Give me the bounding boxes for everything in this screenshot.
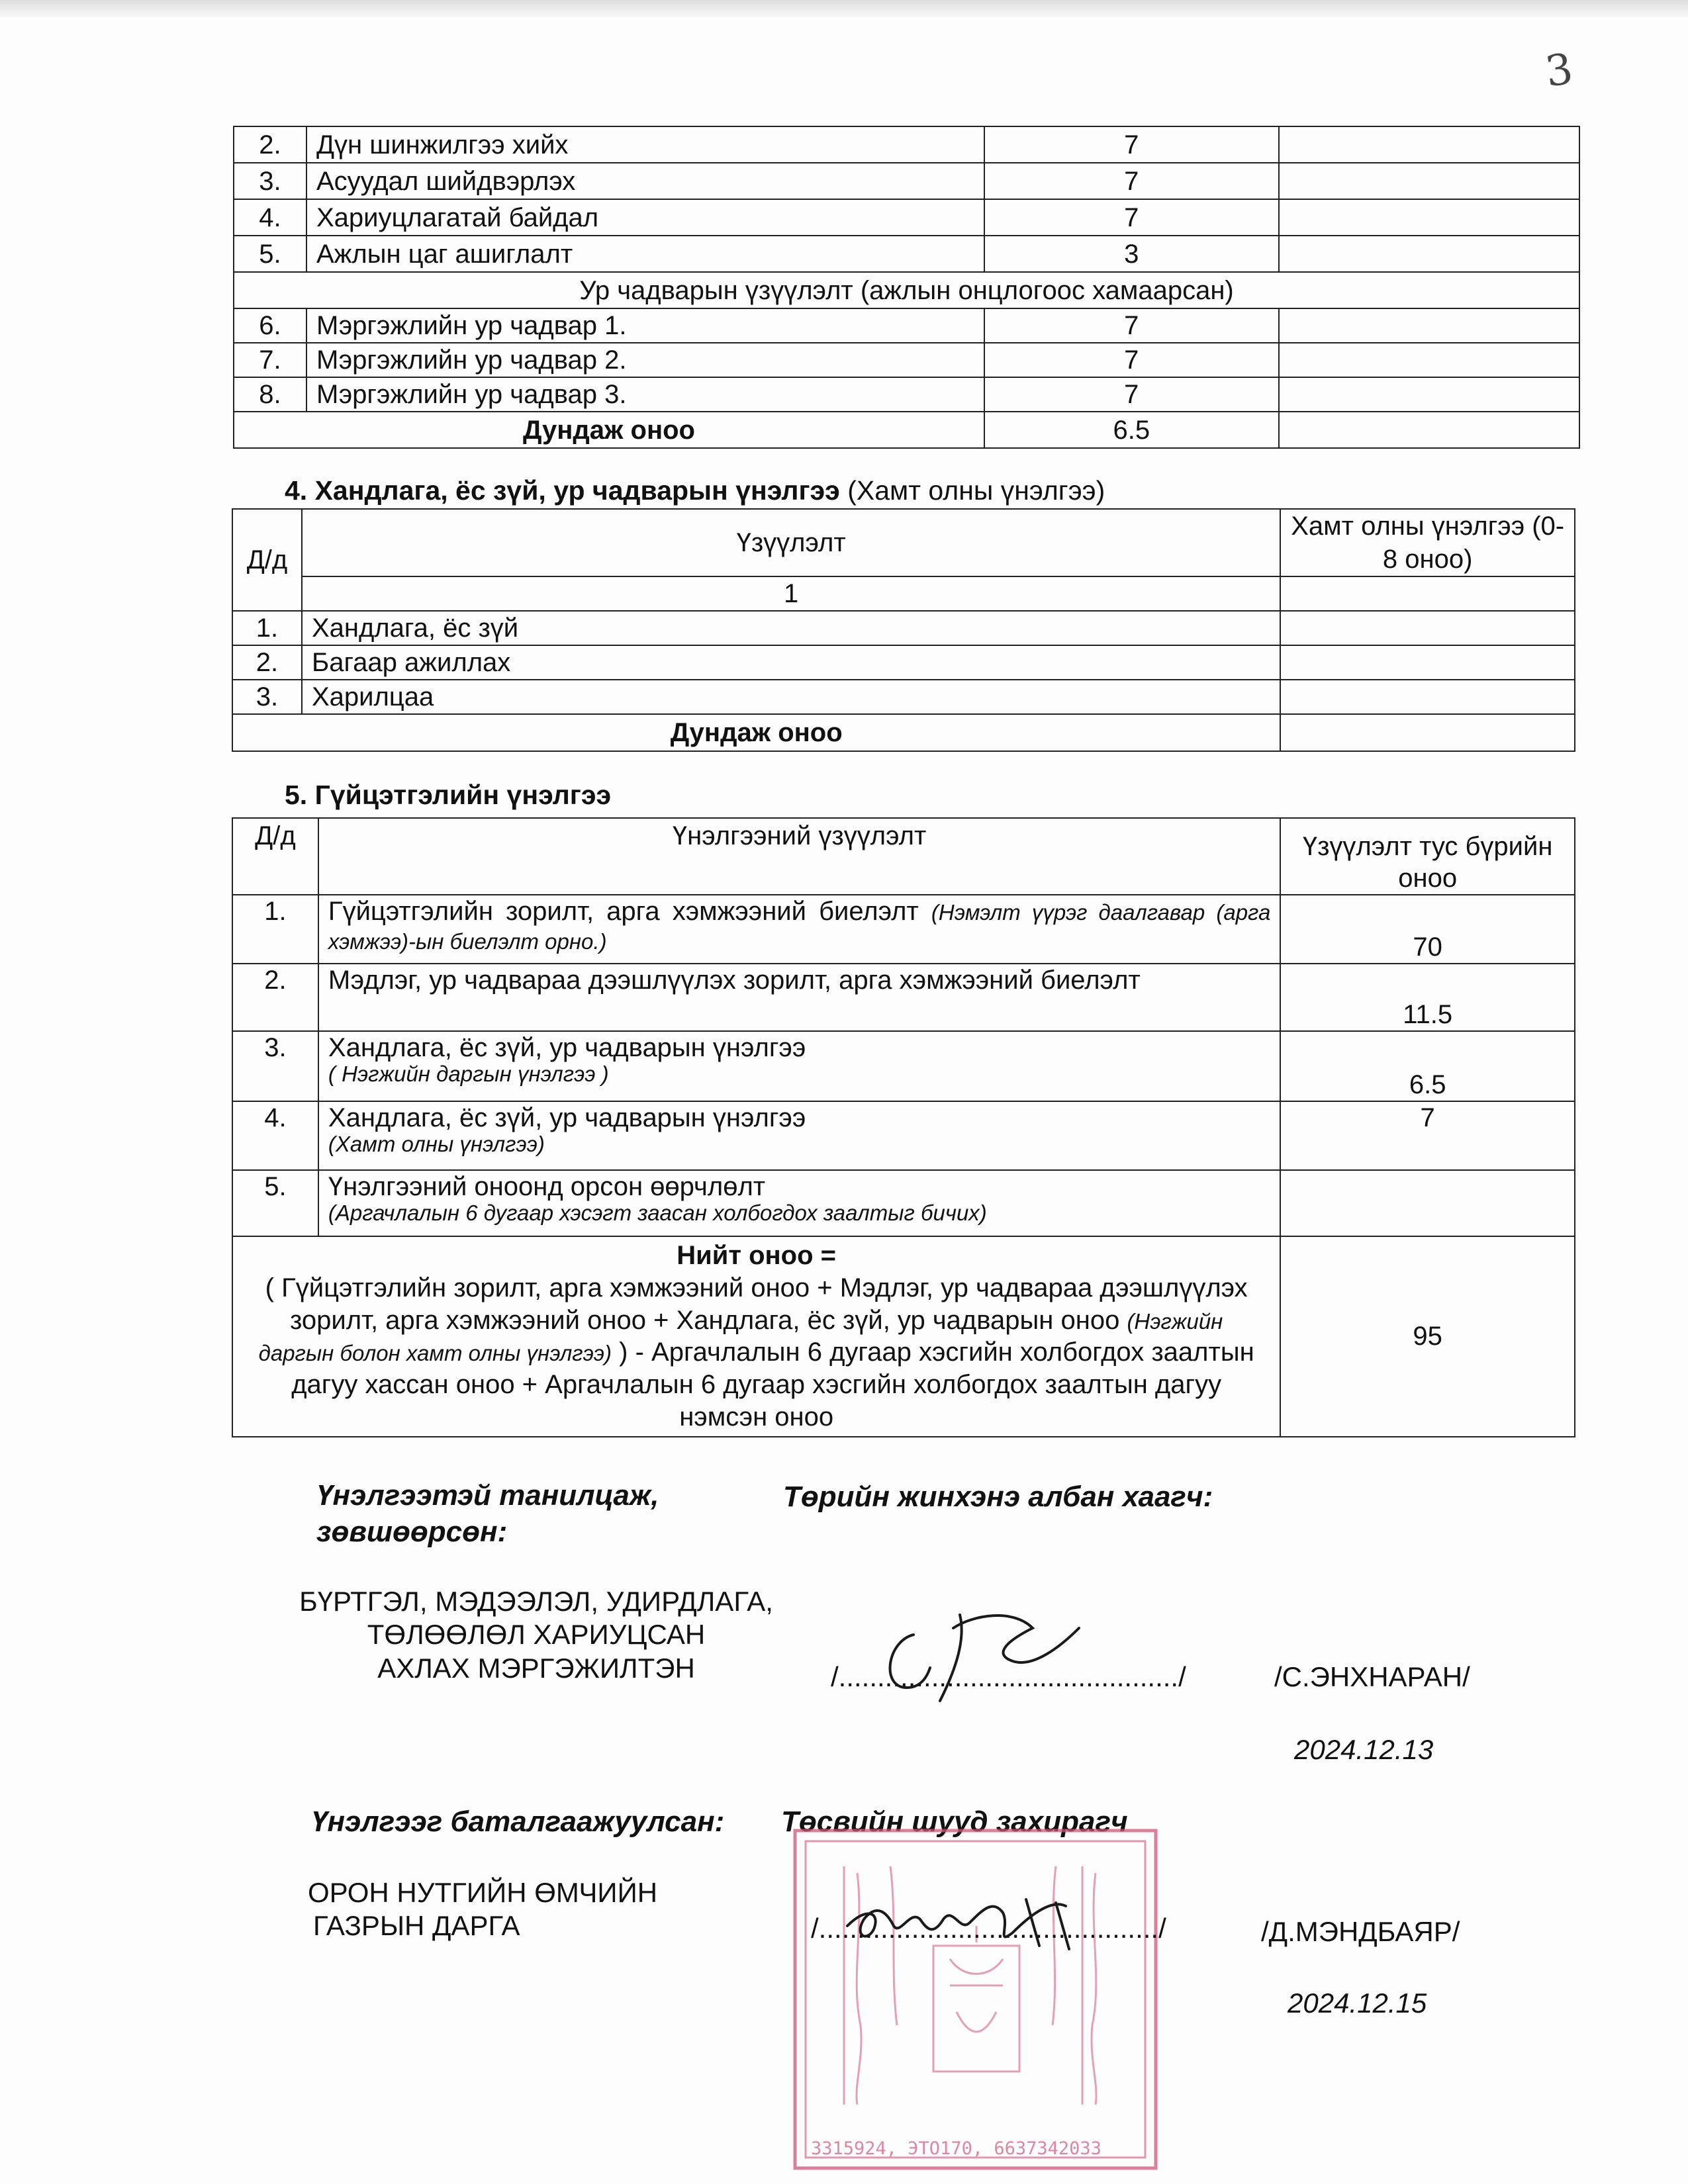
row-note: (Аргачлалын 6 дугаар хэсэгт заасан холбогдох заалтыг бичих)	[328, 1201, 987, 1225]
performance-table	[232, 817, 1575, 1437]
row-label: Мэргэжлийн ур чадвар 2.	[306, 343, 984, 377]
table-row	[234, 308, 1579, 343]
row-score: 7	[984, 377, 1279, 412]
table-row	[234, 236, 1579, 272]
total-formula	[253, 1272, 1260, 1433]
row-label: Гүйцэтгэлийн зорилт, арга хэмжээний биелэлт	[328, 897, 931, 926]
section-4-title-bold: 4. Хандлага, ёс зүй, ур чадварын үнэлгээ	[285, 475, 840, 506]
row-note: ( Нэгжийн даргын үнэлгээ )	[328, 1062, 609, 1086]
row-label-cell	[318, 1031, 1280, 1101]
row-number: 8.	[234, 377, 306, 412]
empty-cell	[1280, 1170, 1575, 1236]
col-header-score: Үзүүлэлт тус бүрийн оноо	[1280, 818, 1575, 895]
empty-cell	[1279, 199, 1579, 236]
stamp-numbers: 3315924, ЭТО170, 6637342033	[811, 2138, 1102, 2159]
row-note: (Нэмэлт үүрэг даалгавар (арга хэмжээ)-ын биелэлт орно.)	[328, 900, 1271, 954]
row-number: 4.	[232, 1101, 318, 1170]
empty-cell	[1279, 236, 1579, 272]
table-row	[232, 895, 1575, 964]
empty-cell	[1279, 163, 1579, 199]
row-label: Мэргэжлийн ур чадвар 3.	[306, 377, 984, 412]
table-row	[234, 126, 1579, 163]
total-title: Нийт оноо =	[677, 1241, 836, 1270]
agreed-label: Үнэлгээтэй танилцаж, зөвшөөрсөн:	[316, 1479, 659, 1548]
col-header-number: Д/д	[232, 818, 318, 895]
table-row	[232, 645, 1575, 680]
total-row	[232, 1236, 1575, 1437]
row-score: 7	[984, 126, 1279, 163]
total-score: 95	[1280, 1236, 1575, 1437]
row-score: 3	[984, 236, 1279, 272]
total-cell	[232, 1236, 1280, 1437]
row-label: Хандлага, ёс зүй	[302, 611, 1280, 645]
row-number: 4.	[234, 199, 306, 236]
row-number: 7.	[234, 343, 306, 377]
table-row	[232, 680, 1575, 714]
row-number: 2.	[234, 126, 306, 163]
row-number: 1.	[232, 611, 302, 645]
skills-table	[233, 126, 1580, 449]
table-row	[232, 1101, 1575, 1170]
manager-label: Төсвийн шууд захирагч	[781, 1805, 1128, 1838]
table-row	[232, 1031, 1575, 1101]
row-number: 3.	[232, 680, 302, 714]
row-score: 7	[984, 308, 1279, 343]
row-label: Дүн шинжилгээ хийх	[306, 126, 984, 163]
col-header-indicator: Үнэлгээний үзүүлэлт	[318, 818, 1280, 895]
row-score: 7	[984, 343, 1279, 377]
signature-line-2: /............................................/	[811, 1913, 1166, 1944]
position-1	[258, 1585, 814, 1685]
table-row	[234, 343, 1579, 377]
row-label: Хандлага, ёс зүй, ур чадварын үнэлгээ	[328, 1033, 806, 1062]
table-row	[232, 611, 1575, 645]
peer-evaluation-table	[232, 508, 1575, 752]
row-label-cell	[318, 964, 1280, 1031]
col-header-indicator: Үзүүлэлт	[302, 509, 1280, 576]
row-label: Хариуцлагатай байдал	[306, 199, 984, 236]
servant-label: Төрийн жинхэнэ албан хаагч:	[783, 1480, 1213, 1513]
section-label: Ур чадварын үзүүлэлт (ажлын онцлогоос хамаарсан)	[234, 272, 1579, 308]
section-4-title	[285, 475, 1105, 506]
table-row	[234, 377, 1579, 412]
row-number: 5.	[234, 236, 306, 272]
average-row	[232, 714, 1575, 751]
section-4-title-rest: (Хамт олны үнэлгээ)	[839, 475, 1105, 506]
row-score: 11.5	[1280, 964, 1575, 1031]
row-number: 6.	[234, 308, 306, 343]
average-label: Дундаж оноо	[232, 714, 1280, 751]
empty-cell	[1279, 126, 1579, 163]
empty-cell	[1279, 308, 1579, 343]
table-row	[234, 163, 1579, 199]
sub-header-number: 1	[302, 576, 1280, 611]
empty-cell	[1280, 645, 1575, 680]
row-label-cell	[318, 895, 1280, 964]
col-header-number: Д/д	[232, 509, 302, 611]
scan-top-edge	[0, 0, 1688, 20]
empty-cell	[1279, 377, 1579, 412]
row-number: 2.	[232, 964, 318, 1031]
row-number: 5.	[232, 1170, 318, 1236]
row-label: Мэргэжлийн ур чадвар 1.	[306, 308, 984, 343]
row-score: 7	[1280, 1101, 1575, 1170]
position-1-line: БҮРТГЭЛ, МЭДЭЭЛЭЛ, УДИРДЛАГА,	[299, 1586, 773, 1617]
name-2: /Д.МЭНДБАЯР/	[1261, 1916, 1460, 1947]
row-score: 7	[984, 163, 1279, 199]
position-2-line: ГАЗРЫН ДАРГА	[313, 1910, 520, 1942]
row-score: 70	[1280, 895, 1575, 964]
total-note: (Нэгжийн даргын болон хамт олны үнэлгээ)	[258, 1308, 1223, 1366]
empty-cell	[1280, 576, 1575, 611]
row-score: 6.5	[1280, 1031, 1575, 1101]
position-2	[308, 1876, 657, 1943]
row-label: Мэдлэг, ур чадвараа дээшлүүлэх зорилт, арга хэмжээний биелэлт	[328, 966, 1141, 995]
row-label-cell	[318, 1101, 1280, 1170]
col-header-score: Хамт олны үнэлгээ (0-8 оноо)	[1280, 509, 1575, 576]
row-number: 1.	[232, 895, 318, 964]
position-1-line: АХЛАХ МЭРГЭЖИЛТЭН	[377, 1652, 695, 1684]
row-label: Ажлын цаг ашиглалт	[306, 236, 984, 272]
section-row	[234, 272, 1579, 308]
row-score: 7	[984, 199, 1279, 236]
empty-cell	[1280, 680, 1575, 714]
empty-cell	[1279, 412, 1579, 448]
page-number: 3	[1542, 44, 1576, 97]
empty-cell	[1280, 611, 1575, 645]
row-label: Хандлага, ёс зүй, ур чадварын үнэлгээ	[328, 1103, 806, 1132]
row-label: Үнэлгээний оноонд орсон өөрчлөлт	[328, 1172, 766, 1201]
empty-cell	[1279, 343, 1579, 377]
row-label: Багаар ажиллах	[302, 645, 1280, 680]
row-number: 3.	[232, 1031, 318, 1101]
row-label: Харилцаа	[302, 680, 1280, 714]
row-number: 2.	[232, 645, 302, 680]
confirmed-label: Үнэлгээг баталгаажуулсан:	[311, 1805, 725, 1838]
total-text-1: ( Гүйцэтгэлийн зорилт, арга хэмжээний оноо + Мэдлэг, ур чадвараа дээшлүүлэх зорилт, арга хэмжээний оноо + Хандлага, ёс зүй, ур чадварын оноо	[265, 1273, 1248, 1335]
signature-2	[827, 1873, 1119, 1966]
date-2: 2024.12.15	[1288, 1987, 1427, 2019]
total-text-2: ) - Аргачлалын 6 дугаар хэсгийн холбогдох заалтын дагуу хассан оноо + Аргачлалын 6 дугаар хэсгийн холбогдох заалтын дагуу нэмсэн оноо	[291, 1338, 1254, 1432]
average-value: 6.5	[984, 412, 1279, 448]
empty-cell	[1280, 714, 1575, 751]
signature-line-1: /............................................/	[831, 1661, 1186, 1692]
section-5-title: 5. Гүйцэтгэлийн үнэлгээ	[285, 780, 612, 810]
row-label-cell	[318, 1170, 1280, 1236]
signature-1	[861, 1588, 1112, 1707]
name-1: /С.ЭНХНАРАН/	[1274, 1661, 1470, 1692]
position-2-line: ОРОН НУТГИЙН ӨМЧИЙН	[308, 1877, 658, 1908]
average-row	[234, 412, 1579, 448]
row-note: (Хамт олны үнэлгээ)	[328, 1132, 545, 1156]
position-1-line: ТӨЛӨӨЛӨЛ ХАРИУЦСАН	[367, 1619, 706, 1651]
date-1: 2024.12.13	[1294, 1734, 1434, 1765]
average-label: Дундаж оноо	[234, 412, 984, 448]
row-label: Асуудал шийдвэрлэх	[306, 163, 984, 199]
row-number: 3.	[234, 163, 306, 199]
table-row	[234, 199, 1579, 236]
table-row	[232, 964, 1575, 1031]
table-row	[232, 1170, 1575, 1236]
